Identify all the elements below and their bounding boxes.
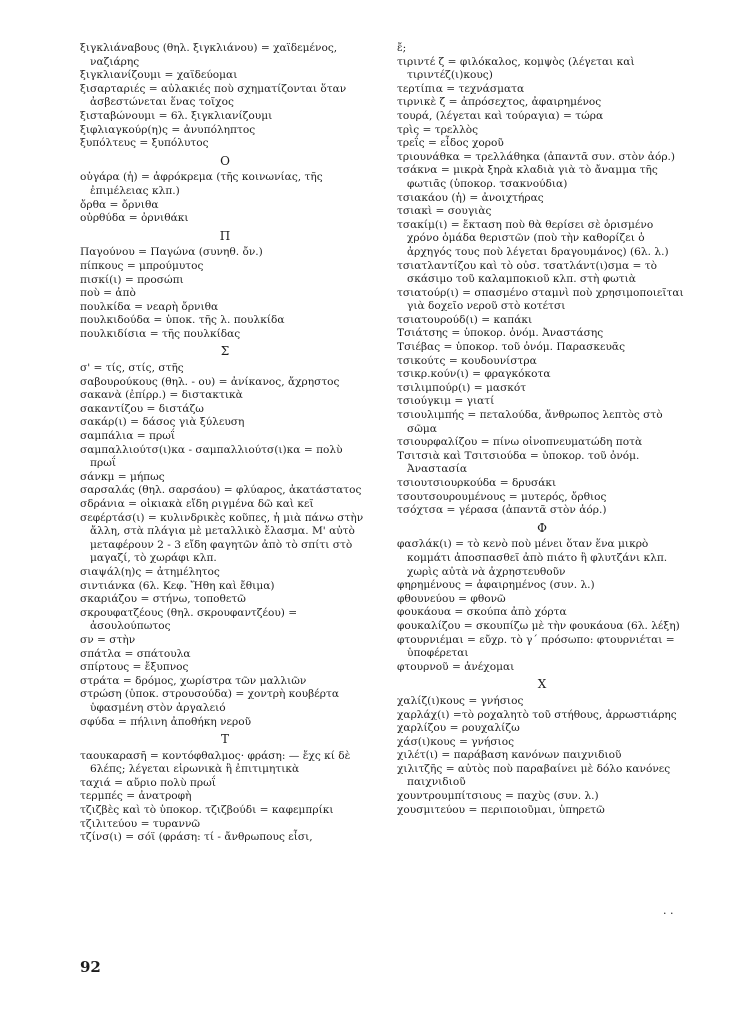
- glossary-entry: τερτίπια = τεχνάσματα: [397, 82, 525, 95]
- glossary-entry: φθουνεύου = φθονῶ: [397, 592, 506, 605]
- glossary-entry: φηρημένους = ἀφαιρημένος (συν. λ.): [397, 579, 595, 592]
- glossary-entry: σ' = τίς, στίς, στῆς: [80, 362, 184, 375]
- glossary-entry: ξυπόλτευς = ξυπόλυτος: [80, 137, 209, 150]
- glossary-entry: τσιλιμπούρ(ι) = μασκότ: [397, 381, 527, 394]
- glossary-entry: φτουρνιέμαι = εὔχρ. τὸ γ΄ πρόσωπο: φτουρνιέται = ὑποφέρεται: [397, 633, 675, 660]
- glossary-entry: ξιγκλιανίζουμι = χαϊδεύομαι: [80, 69, 238, 82]
- glossary-entry: τιριντέ ζ = φιλόκαλος, κομψὸς (λέγεται καὶ τιριντέζ(ι)κους): [397, 55, 635, 82]
- glossary-entry: οὐρθύδα = ὀρνιθάκι: [80, 212, 189, 225]
- glossary-entry: σάνκμ = μήπως: [80, 470, 165, 483]
- glossary-entry: Τσιέβας = ὑποκορ. τοῦ ὀνόμ. Παρασκευᾶς: [397, 341, 626, 354]
- section-letter: Ο: [220, 153, 230, 168]
- right-column: [397, 42, 687, 817]
- glossary-entry: Τσιάτσης = ὑποκορ. ὀνόμ. Ἀναστάσης: [397, 327, 604, 340]
- glossary-entry: Τσιτσιὰ καὶ Τσιτσιούδα = ὑποκορ. τοῦ ὀνόμ. Ἀναστασία: [397, 449, 640, 476]
- glossary-entry: τσιακάου (ἡ) = ἀνοιχτήρας: [397, 191, 544, 204]
- glossary-entry: χαλίζ(ι)κους = γνήσιος: [397, 694, 524, 707]
- glossary-entry: τσιουλιμπής = πεταλούδα, ἄνθρωπος λεπτὸς στὸ σῶμα: [397, 409, 663, 435]
- glossary-entry: τσιουρφαλίζου = πίνω οἰνοπνευματώδη ποτὰ: [397, 436, 643, 449]
- glossary-entry: πίπκους = μπρούμυτος: [80, 259, 204, 272]
- glossary-entry: φουκαλίζου = σκουπίζω μὲ τὴν φουκάουα (6λ. λέξη): [397, 619, 680, 632]
- glossary-entry: Παγούνου = Παγώνα (συνηθ. ὄν.): [80, 246, 263, 259]
- glossary-entry: τσιατούρ(ι) = σπασμένο σταμνὶ ποὺ χρησιμοποιεῖται γιὰ δοχεῖο νεροῦ στὸ κοτέτσι: [397, 286, 684, 313]
- glossary-entry: τριουνάθκα = τρελλάθηκα (ἀπαντᾶ συν. στὸν ἀόρ.): [397, 150, 676, 163]
- glossary-entry: ξιγκλιάναβους (θηλ. ξιγκλιάνου) = χαϊδεμένος, ναζιάρης: [80, 42, 338, 68]
- glossary-entry: τσιακὶ = σουγιὰς: [397, 205, 492, 218]
- glossary-entry: χουσμιτεύου = περιποιοῦμαι, ὑπηρετῶ: [397, 803, 605, 816]
- glossary-entry: ταουκαρασῆ = κοντόφθαλμος· φράση: — ἔχς κί δὲ 6λέπς; λέγεται εἰρωνικὰ ἢ ἐπιτιμητικὰ: [80, 749, 351, 776]
- glossary-entry: τρὶς = τρελλὸς: [397, 123, 479, 136]
- glossary-entry: τσάκνα = μικρὰ ξηρὰ κλαδιὰ γιὰ τὸ ἄναμμα τῆς φωτιᾶς (ὑποκορ. τσακνούδια): [397, 164, 658, 190]
- glossary-entry: σακανὰ (ἐπίρρ.) = διστακτικὰ: [80, 389, 243, 402]
- glossary-entry: φουκάουα = σκούπα ἀπὸ χόρτα: [397, 606, 567, 619]
- continuation-mark: . .: [663, 904, 674, 917]
- glossary-entry: ξισαρταριές = αὐλακιές ποὺ σχηματίζονται ὅταν ἀσβεστώνεται ἕνας τοῖχος: [80, 82, 347, 109]
- section-letter: Χ: [537, 677, 547, 692]
- glossary-entry: σπίρτους = ἔξυπνος: [80, 661, 189, 674]
- glossary-entry: χιλέτ(ι) = παράβαση κανόνων παιχνιδιοῦ: [397, 749, 622, 762]
- glossary-entry: ἔ;: [397, 42, 407, 54]
- glossary-entry: τερμπές = ἀνατροφὴ: [80, 790, 192, 803]
- section-letter: Φ: [537, 520, 547, 535]
- section-letter: Τ: [220, 732, 229, 747]
- glossary-entry: στρώση (ὑποκ. στρουσούδα) = χοντρὴ κουβέρτα ὑφασμένη στὸν ἀργαλειό: [80, 688, 339, 714]
- glossary-entry: σφύδα = πήλινη ἀποθήκη νεροῦ: [80, 715, 252, 728]
- glossary-entry: τσιατλαντίζου καὶ τὸ οὐσ. τσατλάντ(ι)σμα = τὸ σκάσιμο τοῦ καλαμποκιοῦ κλπ. στὴ φωτιὰ: [397, 259, 658, 286]
- glossary-entry: πουλκιδίσια = τῆς πουλκίδας: [80, 327, 241, 340]
- glossary-entry: τζίνσ(ι) = σόϊ (φράση: τί - ἄνθρωπους εἶσι,: [80, 831, 313, 844]
- glossary-entry: πουλκιδούδα = ὑποκ. τῆς λ. πουλκίδα: [80, 314, 285, 327]
- glossary-entry: σιαψάλ(η)ς = ἀτημέλητος: [80, 565, 220, 578]
- glossary-entry: σν = στὴν: [80, 633, 136, 646]
- glossary-entry: τσακίμ(ι) = ἔκταση ποὺ θὰ θερίσει σὲ ὁρισμένο χρόνο ὁμάδα θεριστῶν (ποὺ τὴν καθορίζει ὁ ἀρχηγός τους ποὺ λέγεται δραγουμάνος) (6λ. λ.): [397, 218, 669, 258]
- glossary-entry: ταχιά = αὔριο πολὺ πρωΐ: [80, 776, 216, 789]
- glossary-entry: τσικρ.κούν(ι) = φραγκόκοτα: [397, 368, 551, 381]
- glossary-entry: πουλκίδα = νεαρὴ ὄρνιθα: [80, 300, 219, 313]
- glossary-entry: ποὺ = ἀπὸ: [80, 287, 136, 300]
- glossary-entry: τζιζβὲς καὶ τὸ ὑποκορ. τζιζβούδι = καφεμπρίκι: [80, 804, 334, 817]
- glossary-entry: ξιφλιαγκούρ(η)ς = ἀνυπόληπτος: [80, 123, 256, 136]
- glossary-entry: σκαριάζου = στήνω, τοποθετῶ: [80, 593, 246, 606]
- glossary-entry: στράτα = δρόμος, χωρίστρα τῶν μαλλιῶν: [80, 674, 307, 687]
- glossary-entry: φτουρνοῦ = ἀνέχομαι: [397, 660, 515, 673]
- glossary-entry: σεφέρτάσ(ι) = κυλινδρικὲς κοῦπες, ἡ μιὰ πάνω στὴν ἄλλη, στὰ πλάγια μὲ μεταλλικὸ ἔλασμα. Μ' αὐτὸ μεταφέρουν 2 - 3 εἴδη φαγητῶν ἀπὸ τὸ σπίτι στὸ μαγαζί, τὸ χωράφι κλπ.: [80, 511, 364, 565]
- glossary-entry: ξισταβώνουμι = 6λ. ξιγκλιανίζουμι: [80, 109, 273, 122]
- glossary-entry: τσικούτς = κουδουνίστρα: [397, 354, 537, 367]
- glossary-entry: χαρλίζου = ρουχαλίζω: [397, 722, 520, 735]
- glossary-entry: σαρσαλάς (θηλ. σαρσάου) = φλύαρος, ἀκατάστατος: [80, 484, 362, 497]
- glossary-entry: τρεΐς = εἶδος χοροῦ: [397, 137, 504, 150]
- glossary-entry: τσουτσουρουμένους = μυτερός, ὄρθιος: [397, 490, 607, 503]
- glossary-entry: χιλιτζῆς = αὐτὸς ποὺ παραβαίνει μὲ δόλο κανόνες παιχνιδιοῦ: [397, 762, 671, 789]
- glossary-entry: σακάρ(ι) = δάσος γιὰ ξύλευση: [80, 416, 245, 429]
- glossary-entry: τσιατουρούδ(ι) = καπάκι: [397, 313, 533, 326]
- glossary-entry: τσιούγκιμ = γιατί: [397, 395, 495, 408]
- section-letter: Σ: [220, 344, 230, 359]
- page-number: 92: [80, 958, 101, 976]
- section-letter: Π: [219, 228, 231, 243]
- glossary-entry: σκρουφατζέους (θηλ. σκρουφαντζέου) = ἀσουλούπωτος: [80, 606, 298, 633]
- glossary-entry: ὄρθα = ὄρνιθα: [80, 198, 159, 211]
- glossary-entry: φασλάκ(ι) = τὸ κενὸ ποὺ μένει ὅταν ἕνα μικρὸ κομμάτι ἀποσπασθεῖ ἀπὸ πιάτο ἢ φλυτζάνι κλπ. χωρὶς αὐτὰ νὰ ἀχρηστευθοῦν: [397, 538, 668, 578]
- left-column: [80, 42, 370, 845]
- glossary-entry: σιντιάνκα (6λ. Κεφ. Ἤθη καὶ ἔθιμα): [80, 579, 275, 592]
- glossary-entry: τζιλιτεύου = τυραννῶ: [80, 817, 201, 830]
- glossary-entry: σακαντίζου = διστάζω: [80, 402, 204, 415]
- glossary-entry: τιρνικὲ ζ = ἀπρόσεχτος, ἀφαιρημένος: [397, 96, 602, 109]
- glossary-entry: τουρά, (λέγεται καὶ τούραγια) = τώρα: [397, 109, 604, 122]
- glossary-entry: σαμπαλλιούτσ(ι)κα - σαμπαλλιούτσ(ι)κα = πολὺ πρωΐ: [80, 443, 343, 470]
- glossary-entry: τσιουτσιουρκούδα = δρυσάκι: [397, 477, 557, 489]
- glossary-entry: σπάτλα = σπάτουλα: [80, 647, 191, 660]
- glossary-entry: οὐγάρα (ἡ) = ἀφρόκρεμα (τῆς κοινωνίας, τῆς ἐπιμέλειας κλπ.): [80, 171, 323, 197]
- glossary-entry: πισκί(ι) = προσώπι: [80, 273, 184, 286]
- glossary-entry: σαμπάλια = πρωΐ: [80, 430, 176, 443]
- glossary-entry: τσόχτσα = γέρασα (ἀπαντᾶ στὸν ἀόρ.): [397, 504, 607, 517]
- glossary-entry: χάσ(ι)κους = γνήσιος: [397, 735, 515, 748]
- glossary-entry: χαρλάχ(ι) =τὸ ροχαλητὸ τοῦ στήθους, ἀρρωστιάρης: [397, 708, 677, 721]
- glossary-entry: σαβουρούκους (θηλ. - ου) = ἀνίκανος, ἄχρηστος: [80, 375, 340, 388]
- glossary-entry: χουντρουμπίτσιους = παχὺς (συν. λ.): [397, 790, 599, 803]
- glossary-entry: σδράνια = οἰκιακὰ εἴδη ριγμένα δῶ καὶ κεῖ: [80, 498, 314, 510]
